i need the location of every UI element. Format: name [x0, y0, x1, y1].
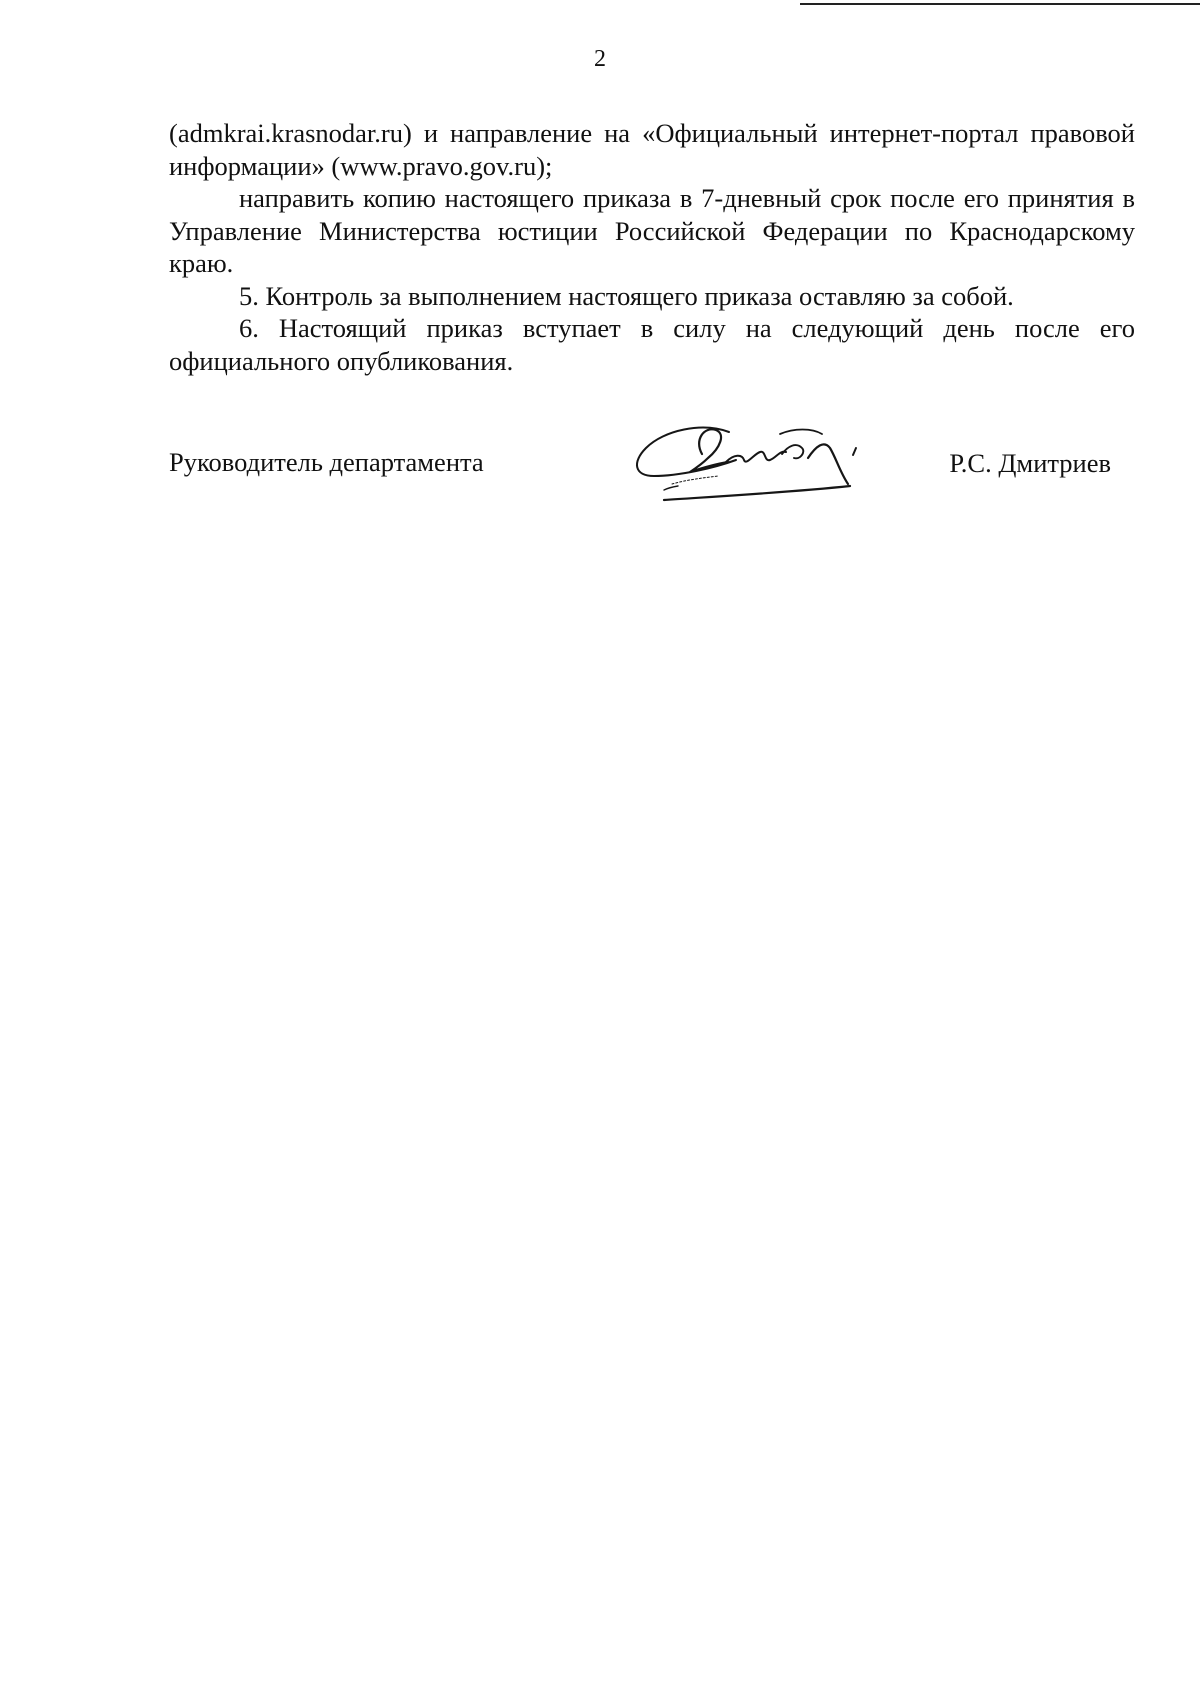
signer-title: Руководитель департамента [169, 447, 484, 477]
paragraph-item-5: 5. Контроль за выполнением настоящего приказа оставляю за собой. [239, 280, 1014, 311]
handwritten-signature [624, 418, 869, 518]
document-body [169, 117, 1135, 377]
signer-name: Р.С. Дмитриев [949, 448, 1111, 478]
paragraph-send-copy: направить копию настоящего приказа в 7-дневный срок после его принятия в Управление Министерства юстиции Российской Федерации по Краснодарскому краю. [169, 183, 1135, 278]
paragraph-continuation: (admkrai.krasnodar.ru) и направление на «Официальный интернет-портал правовой информации» (www.pravo.gov.ru); [169, 118, 1135, 181]
page-number: 2 [594, 46, 606, 72]
scan-edge-line [800, 3, 1200, 5]
paragraph-item-6: 6. Настоящий приказ вступает в силу на следующий день после его официального опубликования. [169, 313, 1135, 376]
signature-block [169, 418, 1135, 518]
